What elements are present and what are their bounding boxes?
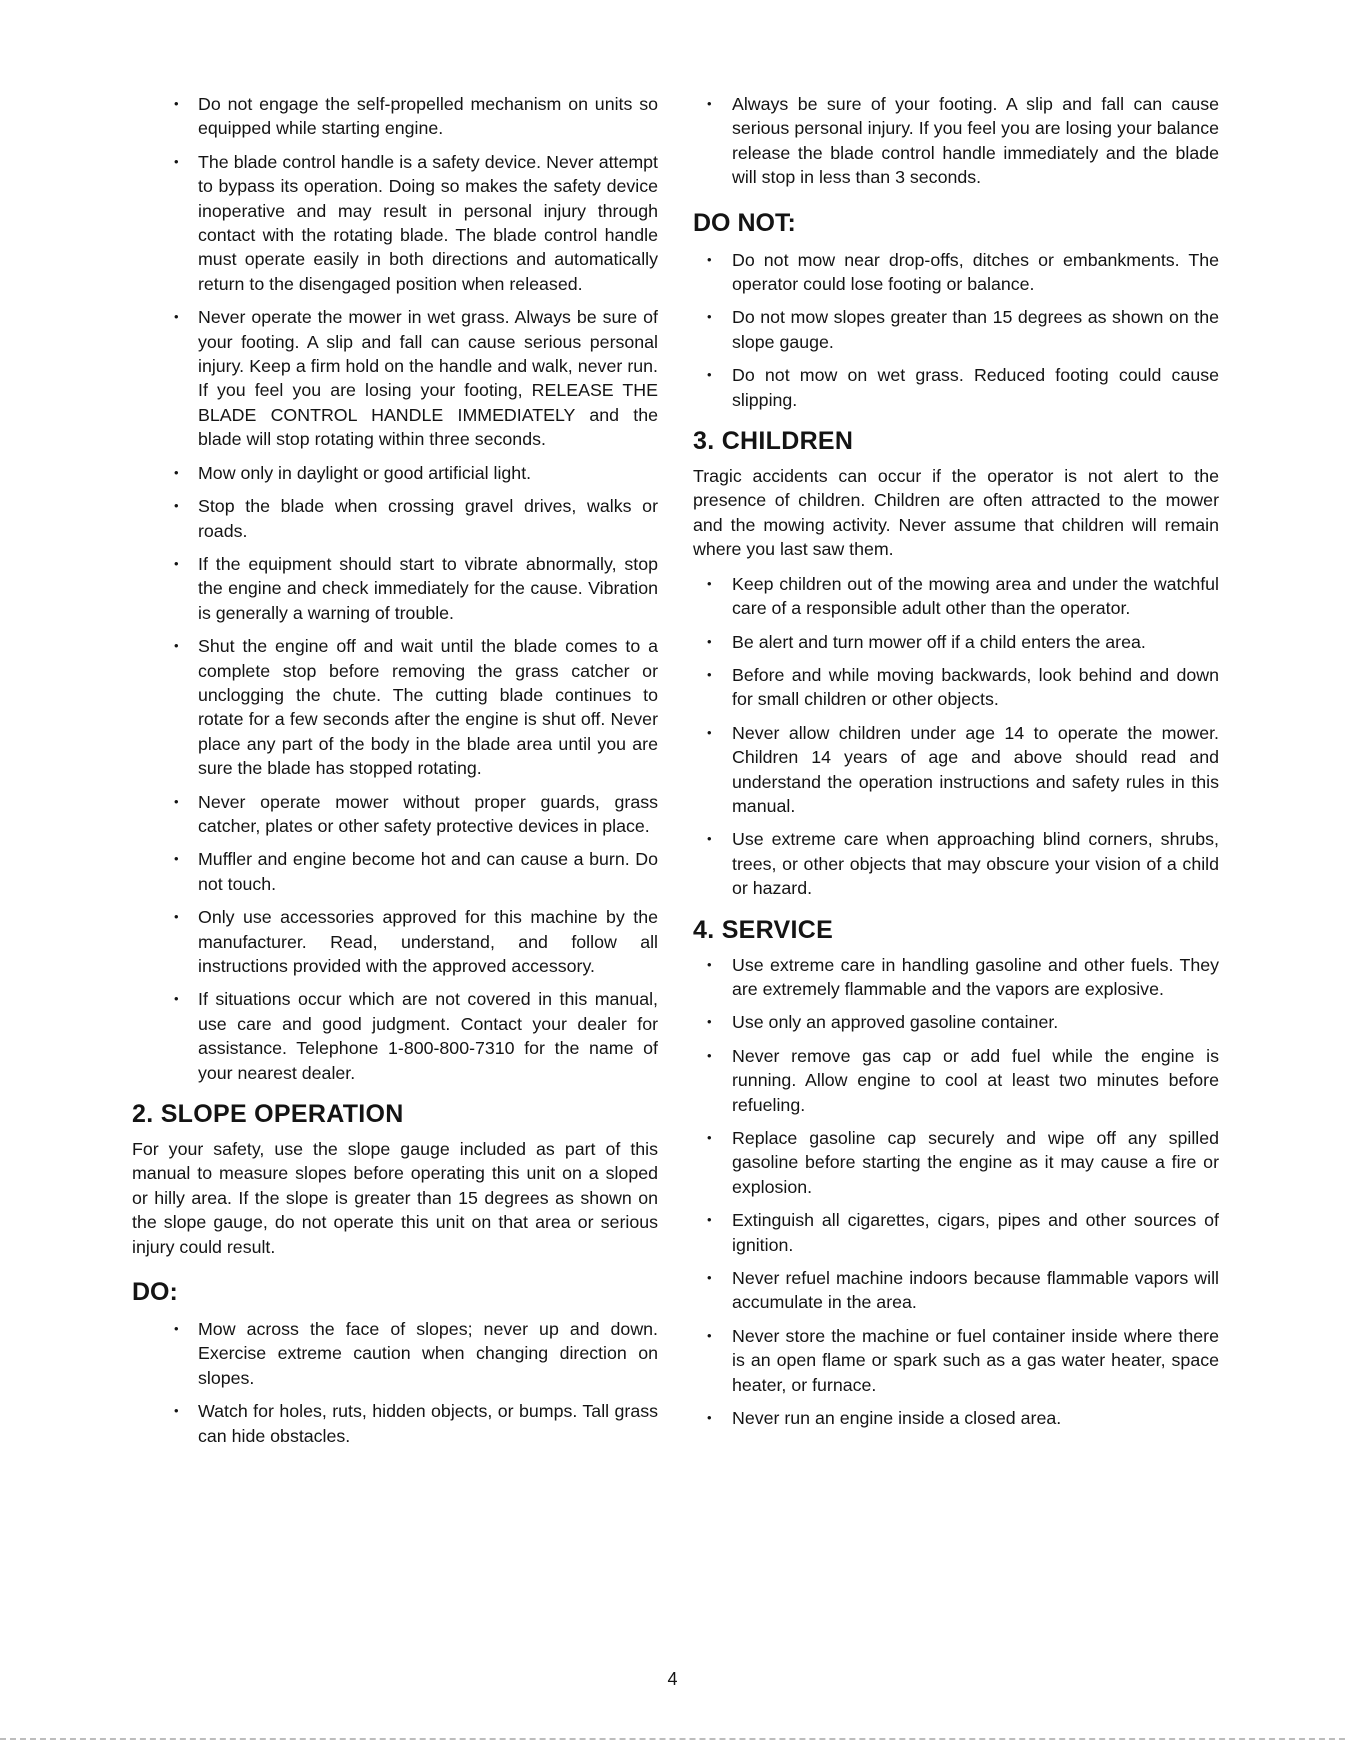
section-heading-children: 3. CHILDREN xyxy=(693,427,854,456)
do-bullet-list xyxy=(132,1317,658,1448)
list-item: • Do not mow on wet grass. Reduced footing could cause slipping. xyxy=(693,363,1219,412)
children-bullet-list xyxy=(693,572,1219,901)
footing-bullet-list xyxy=(693,92,1219,190)
list-item: • Replace gasoline cap securely and wipe off any spilled gasoline before starting the engine as it may cause a fire or explosion. xyxy=(693,1126,1219,1199)
page-number: 4 xyxy=(667,1669,678,1689)
list-item: • Never remove gas cap or add fuel while the engine is running. Allow engine to cool at least two minutes before refueling. xyxy=(693,1044,1219,1117)
section-heading-service: 4. SERVICE xyxy=(693,915,834,944)
list-item: • Mow only in daylight or good artificial light. xyxy=(132,461,658,485)
children-paragraph: Tragic accidents can occur if the operator is not alert to the presence of children. Children are often attracted to the mower and the mowing activity. Never assume that children will remain where you last saw them. xyxy=(693,466,1219,560)
list-item: • If situations occur which are not covered in this manual, use care and good judgment. Contact your dealer for assistance. Telephone 1-800-800-7310 for the name of your nearest dealer. xyxy=(132,987,658,1085)
list-item: • Use extreme care in handling gasoline and other fuels. They are extremely flammable and the vapors are explosive. xyxy=(693,953,1219,1002)
list-item: • The blade control handle is a safety device. Never attempt to bypass its operation. Doing so makes the safety device inoperative and may result in personal injury through contact with the rotating blade. The blade control handle must operate easily in both directions and automatically return to the disengaged position when released. xyxy=(132,150,658,296)
list-item: • Shut the engine off and wait until the blade comes to a complete stop before removing the grass catcher or unclogging the chute. The cutting blade continues to rotate for a few seconds after the engine is shut off. Never place any part of the body in the blade area until you are sure the blade has stopped rotating. xyxy=(132,634,658,780)
list-item: • Use extreme care when approaching blind corners, shrubs, trees, or other objects that may obscure your vision of a child or hazard. xyxy=(693,827,1219,900)
list-item: • Never allow children under age 14 to operate the mower. Children 14 years of age and above should read and understand the operation instructions and safety rules in this manual. xyxy=(693,721,1219,819)
slope-paragraph: For your safety, use the slope gauge included as part of this manual to measure slopes before operating this unit on a sloped or hilly area. If the slope is greater than 15 degrees as shown on the slope gauge, do not operate this unit on that area or serious injury could result. xyxy=(132,1139,658,1257)
safety-bullet-list xyxy=(132,92,658,1085)
do-not-bullet-list xyxy=(693,248,1219,412)
list-item: • Muffler and engine become hot and can cause a burn. Do not touch. xyxy=(132,847,658,896)
list-item: • Never operate the mower in wet grass. Always be sure of your footing. A slip and fall can cause serious personal injury. Keep a firm hold on the handle and walk, never run. If you feel you are losing your footing, RELEASE THE BLADE CONTROL HANDLE IMMEDIATELY and the blade will stop rotating within three seconds. xyxy=(132,305,658,451)
list-item: • Do not mow slopes greater than 15 degrees as shown on the slope gauge. xyxy=(693,305,1219,354)
list-item: • Watch for holes, ruts, hidden objects, or bumps. Tall grass can hide obstacles. xyxy=(132,1399,658,1448)
list-item: • Extinguish all cigarettes, cigars, pipes and other sources of ignition. xyxy=(693,1208,1219,1257)
list-item: • If the equipment should start to vibrate abnormally, stop the engine and check immediately for the cause. Vibration is generally a warning of trouble. xyxy=(132,552,658,625)
list-item: • Only use accessories approved for this machine by the manufacturer. Read, understand, and follow all instructions provided with the approved accessory. xyxy=(132,905,658,978)
list-item: • Do not mow near drop-offs, ditches or embankments. The operator could lose footing or balance. xyxy=(693,248,1219,297)
list-item: • Keep children out of the mowing area and under the watchful care of a responsible adult other than the operator. xyxy=(693,572,1219,621)
list-item: • Never operate mower without proper guards, grass catcher, plates or other safety protective devices in place. xyxy=(132,790,658,839)
service-bullet-list xyxy=(693,953,1219,1431)
list-item: • Mow across the face of slopes; never up and down. Exercise extreme caution when changing direction on slopes. xyxy=(132,1317,658,1390)
section-heading-slope-operation: 2. SLOPE OPERATION xyxy=(132,1100,404,1129)
list-item: • Before and while moving backwards, look behind and down for small children or other objects. xyxy=(693,663,1219,712)
right-column xyxy=(693,92,1219,1439)
list-item: • Use only an approved gasoline container. xyxy=(693,1010,1219,1034)
list-item: • Never store the machine or fuel container inside where there is an open flame or spark such as a gas water heater, space heater, or furnace. xyxy=(693,1324,1219,1397)
left-column xyxy=(132,92,658,1457)
list-item: • Always be sure of your footing. A slip and fall can cause serious personal injury. If you feel you are losing your balance release the blade control handle immediately and the blade will stop in less than 3 seconds. xyxy=(693,92,1219,190)
bottom-divider xyxy=(0,1738,1345,1740)
list-item: • Be alert and turn mower off if a child enters the area. xyxy=(693,630,1219,654)
do-heading: DO: xyxy=(132,1278,178,1307)
do-not-heading: DO NOT: xyxy=(693,208,796,237)
list-item: • Never run an engine inside a closed area. xyxy=(693,1406,1219,1430)
list-item: • Never refuel machine indoors because flammable vapors will accumulate in the area. xyxy=(693,1266,1219,1315)
list-item: • Stop the blade when crossing gravel drives, walks or roads. xyxy=(132,494,658,543)
list-item: • Do not engage the self-propelled mechanism on units so equipped while starting engine. xyxy=(132,92,658,141)
